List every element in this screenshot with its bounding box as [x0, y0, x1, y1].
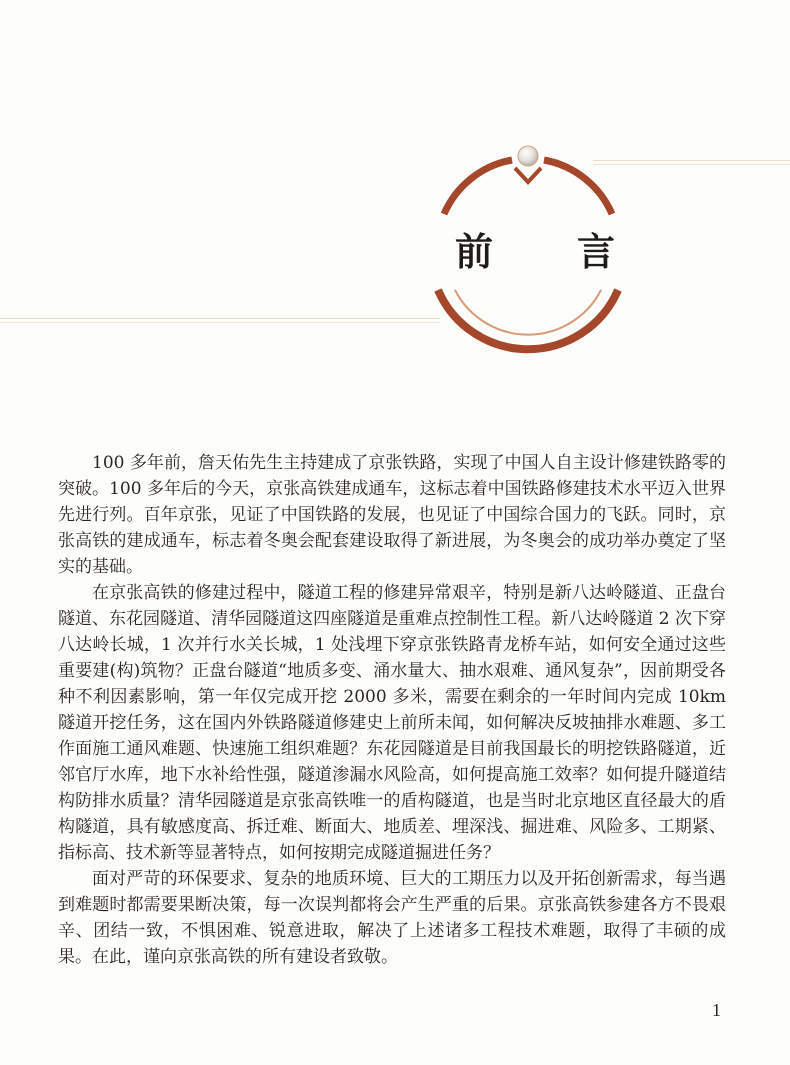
page-title-char-1: 前	[455, 228, 494, 274]
pearl-icon	[518, 146, 538, 166]
paragraph: 面对严苛的环保要求、复杂的地质环境、巨大的工期压力以及开拓创新需求，每当遇到难题时都需要果断决策，每一次误判都将会产生严重的后果。京张高铁参建各方不畏艰辛、团结一致，不惧困难、锐意进取，解决了上述诸多工程技术难题，取得了丰硕的成果。在此，谨向京张高铁的所有建设者致敬。	[58, 869, 726, 967]
thick-arc-upper-right	[544, 160, 612, 214]
thick-arc-lower	[438, 290, 618, 349]
body-text	[58, 450, 726, 970]
page-title	[455, 222, 615, 274]
paragraph: 100 多年前，詹天佑先生主持建成了京张铁路，实现了中国人自主设计修建铁路零的突破。100 多年后的今天，京张高铁建成通车，这标志着中国铁路修建技术水平迈入世界先进行列。百年京张，见证了中国铁路的发展，也见证了中国综合国力的飞跃。同时，京张高铁的建成通车，标志着冬奥会配套建设取得了新进展，为冬奥会的成功举办奠定了坚实的基础。	[58, 453, 726, 577]
thin-arc-lower	[455, 290, 601, 335]
page-number: 1	[712, 1000, 721, 1020]
chevron-ornament	[515, 168, 541, 182]
title-ornament	[0, 0, 790, 400]
thick-arc-upper	[444, 160, 512, 214]
paragraph: 在京张高铁的修建过程中，隧道工程的修建异常艰辛，特别是新八达岭隧道、正盘台隧道、东花园隧道、清华园隧道这四座隧道是重难点控制性工程。新八达岭隧道 2 次下穿八达岭长城，1 次并行水关长城，1 处浅埋下穿京张铁路青龙桥车站，如何安全通过这些重要建(构)筑物？正盘台隧道“地质多变、涌水量大、抽水艰难、通风复杂”，因前期受各种不利因素影响，第一年仅完成开挖 2000 多米，需要在剩余的一年时间内完成 10km 隧道开挖任务，这在国内外铁路隧道修建史上前所未闻，如何解决反坡抽排水难题、多工作面施工通风难题、快速施工组织难题？东花园隧道是目前我国最长的明挖铁路隧道，近邻官厅水库，地下水补给性强，隧道渗漏水风险高，如何提高施工效率？如何提升隧道结构防排水质量？清华园隧道是京张高铁唯一的盾构隧道，也是当时北京地区直径最大的盾构隧道，具有敏感度高、拆迁难、断面大、地质差、埋深浅、掘进难、风险多、工期紧、指标高、技术新等显著特点，如何按期完成隧道掘进任务？	[58, 583, 726, 863]
page-title-char-2: 言	[576, 228, 615, 274]
